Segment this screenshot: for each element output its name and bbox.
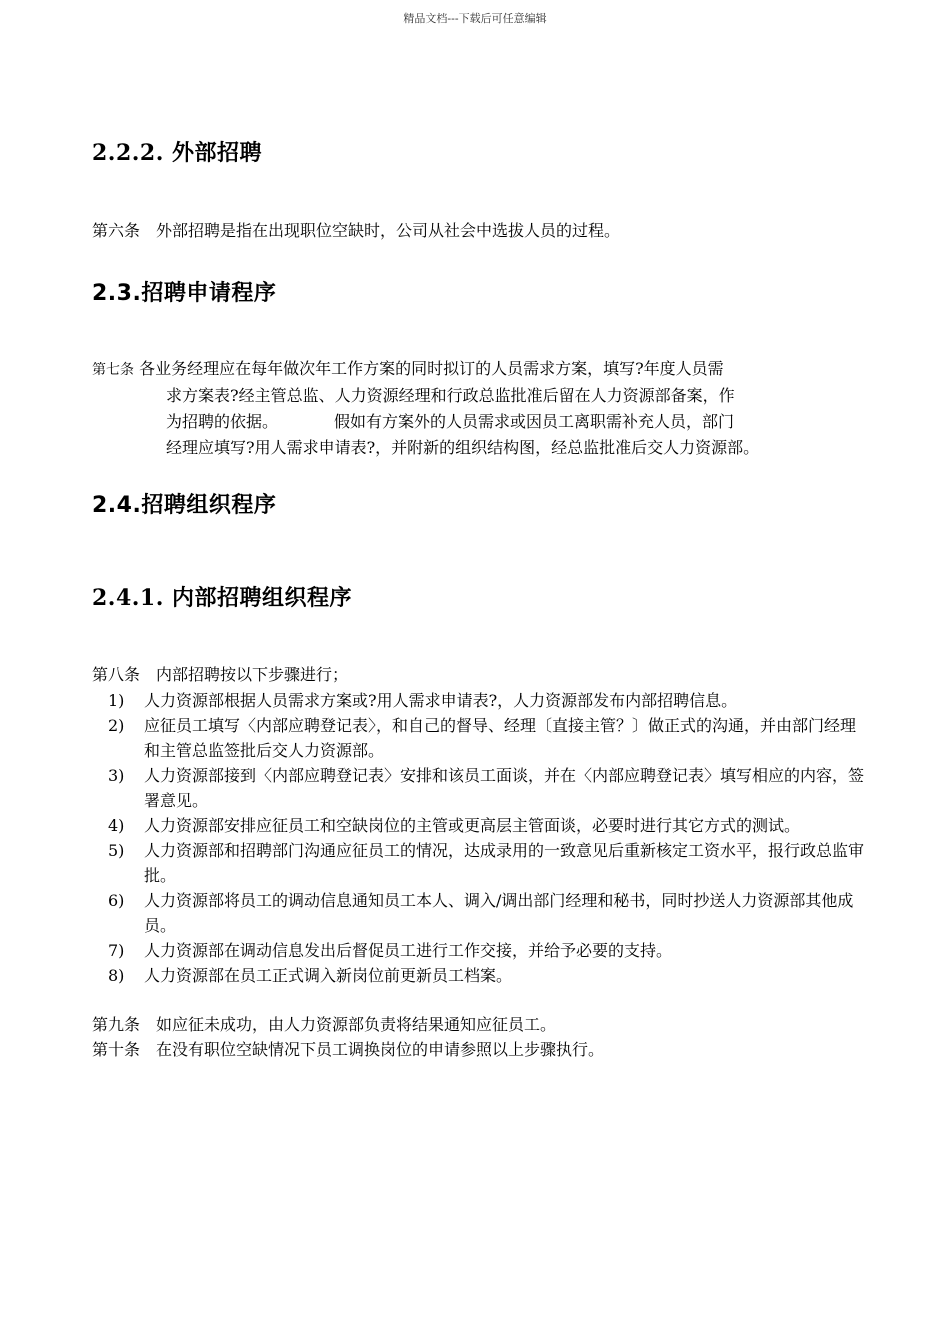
article-8: 第八条 内部招聘按以下步骤进行； bbox=[92, 665, 349, 684]
article-7-line-1: 第七条 各业务经理应在每年做次年工作方案的同时拟订的人员需求方案，填写?年度人员需 bbox=[92, 359, 724, 378]
list-item: 2) 应征员工填写〈内部应聘登记表〉，和自己的督导、经理〔直接主管？〕做正式的沟通，并由部门经理和主管总监签批后交人力资源部。 bbox=[108, 716, 857, 760]
article-7-line-3: 为招聘的依据。 假如有方案外的人员需求或因员工离职需补充人员，部门 bbox=[166, 412, 735, 431]
steps-list bbox=[108, 688, 868, 988]
list-item: 4) 人力资源部安排应征员工和空缺岗位的主管或更高层主管面谈，必要时进行其它方式的测试。 bbox=[108, 816, 801, 835]
heading-2-3: 2.3.招聘申请程序 bbox=[92, 281, 277, 306]
article-6: 第六条 外部招聘是指在出现职位空缺时，公司从社会中选拔人员的过程。 bbox=[92, 221, 621, 240]
heading-2-2-2: 2.2.2. 外部招聘 bbox=[92, 140, 263, 166]
list-item: 3) 人力资源部接到〈内部应聘登记表〉安排和该员工面谈，并在〈内部应聘登记表〉填写相应的内容，签署意见。 bbox=[108, 766, 865, 810]
list-item: 8) 人力资源部在员工正式调入新岗位前更新员工档案。 bbox=[108, 966, 513, 985]
heading-2-4-1: 2.4.1. 内部招聘组织程序 bbox=[92, 585, 353, 611]
article-7-line-2: 求方案表?经主管总监、人力资源经理和行政总监批准后留在人力资源部备案，作 bbox=[166, 386, 735, 405]
list-item: 6) 人力资源部将员工的调动信息通知员工本人、调入/调出部门经理和秘书，同时抄送人力资源部其他成员。 bbox=[108, 891, 854, 935]
list-item: 5) 人力资源部和招聘部门沟通应征员工的情况，达成录用的一致意见后重新核定工资水平，报行政总监审批。 bbox=[108, 841, 865, 885]
list-item: 7) 人力资源部在调动信息发出后督促员工进行工作交接，并给予必要的支持。 bbox=[108, 941, 673, 960]
article-10: 第十条 在没有职位空缺情况下员工调换岗位的申请参照以上步骤执行。 bbox=[92, 1040, 605, 1059]
article-7-label: 第七条 bbox=[92, 362, 134, 378]
heading-2-4: 2.4.招聘组织程序 bbox=[92, 493, 277, 518]
article-7 bbox=[92, 356, 882, 461]
list-item: 1) 人力资源部根据人员需求方案或?用人需求申请表?，人力资源部发布内部招聘信息。 bbox=[108, 691, 738, 710]
article-9: 第九条 如应征未成功，由人力资源部负责将结果通知应征员工。 bbox=[92, 1015, 557, 1034]
page-header: 精品文档---下载后可任意编辑 bbox=[403, 12, 547, 25]
article-7-line-4: 经理应填写?用人需求申请表?，并附新的组织结构图，经总监批准后交人力资源部。 bbox=[166, 438, 760, 457]
